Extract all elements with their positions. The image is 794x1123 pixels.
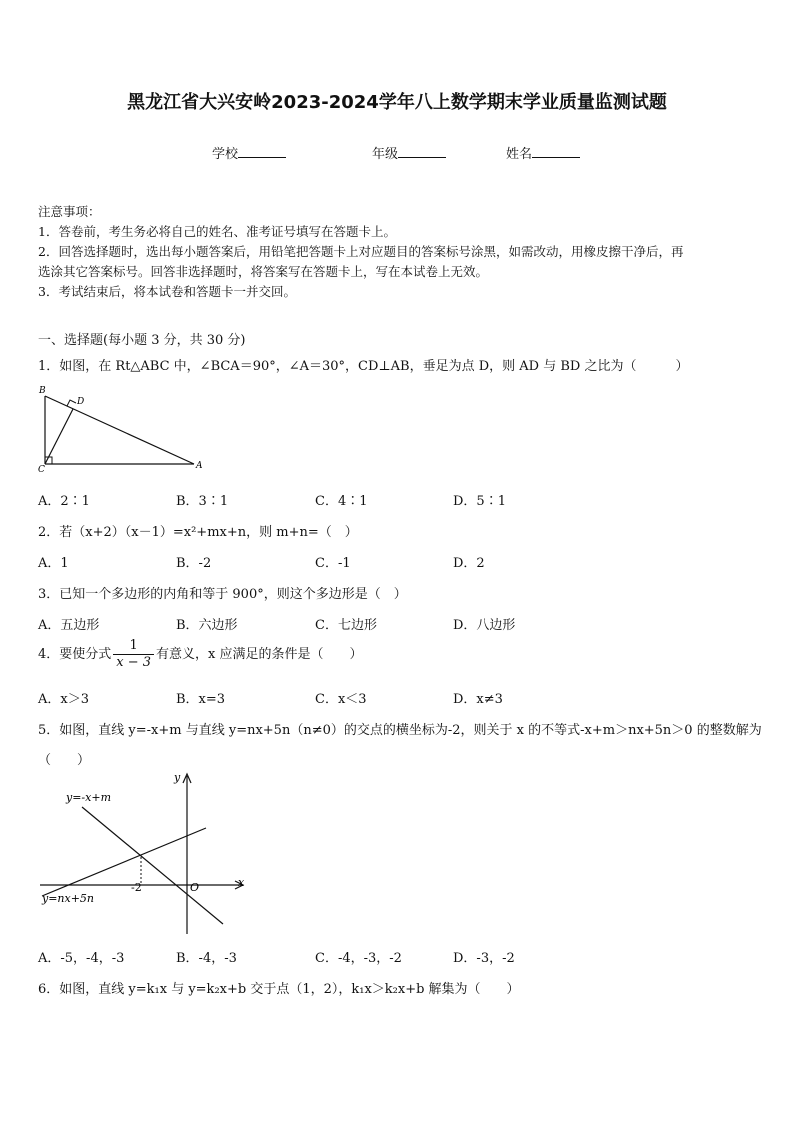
line1-label: y=-x+m [66, 791, 111, 804]
section-heading: 一、选择题(每小题 3 分，共 30 分) [38, 333, 246, 348]
tick-label: -2 [131, 881, 142, 894]
q4-option-a: A．x＞3 [38, 692, 89, 707]
question-4-stem [38, 638, 363, 671]
q4-stem-before: 4．要使分式 [38, 647, 112, 662]
grade-field [372, 143, 446, 162]
q5-option-b: B．-4，-3 [176, 951, 237, 966]
name-label: 姓名 [506, 147, 533, 162]
q5-line-graph-figure [36, 768, 256, 940]
name-field [506, 143, 580, 162]
q1-option-d: D．5∶1 [453, 494, 506, 509]
notice-item: 2．回答选择题时，选出每小题答案后，用铅笔把答题卡上对应题目的答案标号涂黑，如需改动，用橡皮擦干净后，再 [38, 244, 684, 259]
q5-option-c: C．-4，-3，-2 [315, 951, 402, 966]
grade-blank [398, 145, 446, 158]
q2-option-a: A．1 [38, 556, 69, 571]
q4-frac-den: x − 3 [116, 655, 152, 670]
page-title: 黑龙江省大兴安岭2023-2024学年八上数学期末学业质量监测试题 [127, 92, 667, 113]
notice-item: 选涂其它答案标号。回答非选择题时，将答案写在答题卡上，写在本试卷上无效。 [38, 264, 489, 279]
question-6-stem: 6．如图，直线 y=k₁x 与 y=k₂x+b 交于点（1，2），k₁x＞k₂x+b 解集为（ ） [38, 982, 520, 997]
notice-heading: 注意事项： [38, 204, 101, 219]
question-1-stem: 1．如图，在 Rt△ABC 中，∠BCA＝90°，∠A＝30°，CD⊥AB，垂足为点 D，则 AD 与 BD 之比为（ ） [38, 359, 689, 374]
question-3-stem: 3．已知一个多边形的内角和等于 900°，则这个多边形是（ ） [38, 587, 407, 602]
q4-fraction [113, 638, 154, 671]
q4-option-d: D．x≠3 [453, 692, 503, 707]
q2-option-b: B．-2 [176, 556, 212, 571]
origin-label: O [190, 881, 200, 894]
notice-item: 1．答卷前，考生务必将自己的姓名、准考证号填写在答题卡上。 [38, 224, 396, 239]
label-b: B [39, 386, 46, 396]
q4-option-c: C．x＜3 [315, 692, 367, 707]
q4-frac-num: 1 [113, 638, 154, 655]
q4-stem-after: 有意义，x 应满足的条件是（ ） [156, 647, 363, 662]
q2-option-c: C．-1 [315, 556, 351, 571]
q2-option-d: D．2 [453, 556, 485, 571]
y-axis-label: y [174, 771, 181, 784]
school-label: 学校 [212, 147, 239, 162]
question-2-stem: 2．若（x+2）（x－1）=x²+mx+n，则 m+n=（ ） [38, 525, 358, 540]
school-field [212, 143, 286, 162]
grade-label: 年级 [372, 147, 399, 162]
q3-option-b: B．六边形 [176, 618, 238, 633]
q5-option-a: A．-5，-4，-3 [38, 951, 125, 966]
line2-label: y=nx+5n [42, 892, 95, 905]
notice-item: 3．考试结束后，将本试卷和答题卡一并交回。 [38, 284, 296, 299]
q4-option-b: B．x=3 [176, 692, 226, 707]
q5-option-d: D．-3，-2 [453, 951, 515, 966]
question-5-stem: 5．如图，直线 y=-x+m 与直线 y=nx+5n（n≠0）的交点的横坐标为-2，则关于 x 的不等式-x+m＞nx+5n＞0 的整数解为 [38, 723, 762, 738]
q1-option-a: A．2∶1 [38, 494, 90, 509]
x-axis-label: x [238, 876, 245, 889]
q3-option-d: D．八边形 [453, 618, 516, 633]
q3-option-a: A．五边形 [38, 618, 100, 633]
question-5-stem-cont: （ ） [38, 753, 91, 768]
q3-option-c: C．七边形 [315, 618, 377, 633]
label-c: C [38, 465, 45, 474]
q1-option-c: C．4∶1 [315, 494, 368, 509]
label-d: D [77, 397, 85, 407]
notice-block [38, 202, 683, 302]
label-a: A [196, 461, 203, 471]
school-blank [238, 145, 286, 158]
name-blank [532, 145, 580, 158]
q1-option-b: B．3∶1 [176, 494, 229, 509]
q1-triangle-figure [36, 384, 206, 474]
